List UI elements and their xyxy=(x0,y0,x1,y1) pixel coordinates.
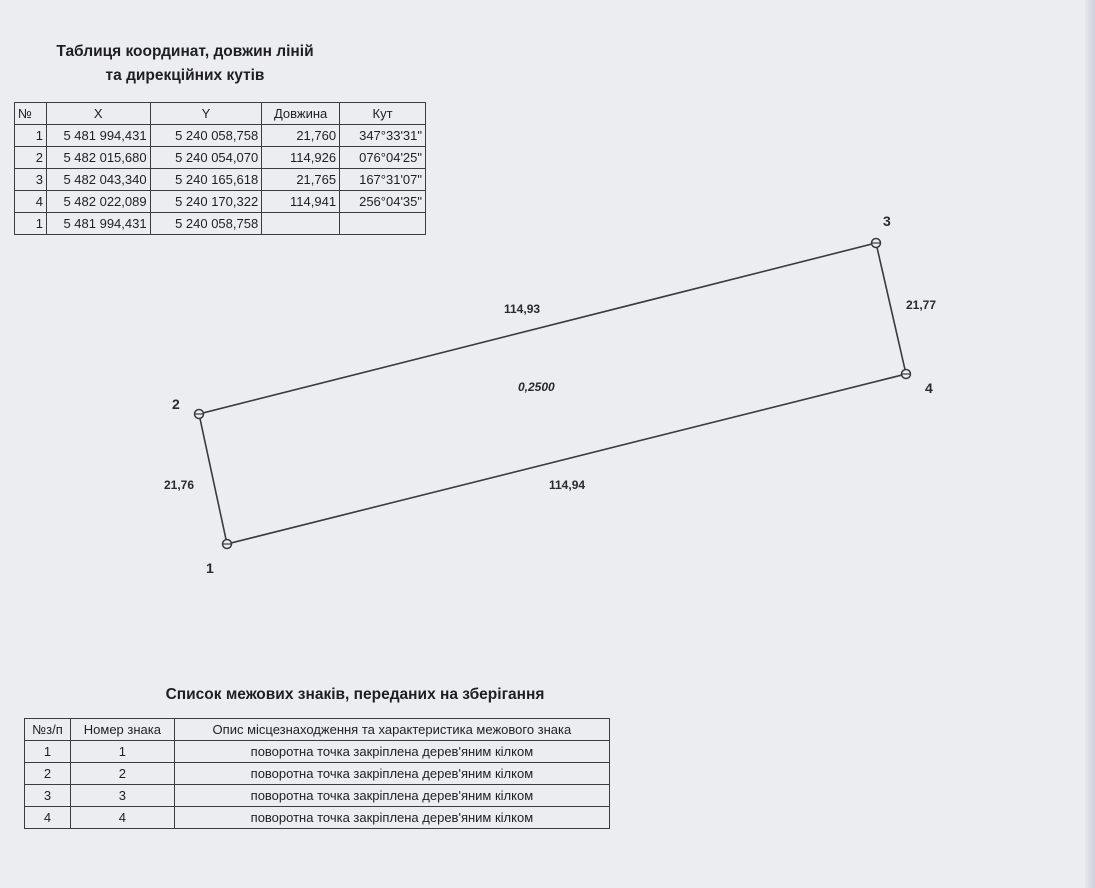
side-length-1-2: 21,76 xyxy=(164,478,195,492)
cell-y: 5 240 170,322 xyxy=(150,191,262,213)
header-length: Довжина xyxy=(262,103,340,125)
cell-x: 5 482 022,089 xyxy=(46,191,150,213)
header-angle: Кут xyxy=(340,103,426,125)
cell-serial: 3 xyxy=(25,785,71,807)
cell-serial: 2 xyxy=(25,763,71,785)
cell-angle: 347°33'31" xyxy=(340,125,426,147)
cell-description: поворотна точка закріплена дерев'яним кілком xyxy=(174,741,609,763)
cell-description: поворотна точка закріплена дерев'яним кілком xyxy=(174,807,609,829)
table-row xyxy=(25,763,610,785)
cell-x: 5 481 994,431 xyxy=(46,213,150,235)
cell-y: 5 240 058,758 xyxy=(150,213,262,235)
cell-length: 21,760 xyxy=(262,125,340,147)
marks-header-row xyxy=(25,719,610,741)
cell-y: 5 240 058,758 xyxy=(150,125,262,147)
cell-mark-number: 1 xyxy=(70,741,174,763)
boundary-point-4 xyxy=(902,370,911,379)
cell-mark-number: 2 xyxy=(70,763,174,785)
point-label-3: 3 xyxy=(883,213,891,229)
cell-serial: 4 xyxy=(25,807,71,829)
marks-table-title: Список межових знаків, переданих на зберігання xyxy=(165,686,545,703)
cell-mark-number: 4 xyxy=(70,807,174,829)
cell-angle: 076°04'25" xyxy=(340,147,426,169)
cell-length: 114,926 xyxy=(262,147,340,169)
cell-x: 5 482 015,680 xyxy=(46,147,150,169)
table-row xyxy=(25,807,610,829)
header-mark-number: Номер знака xyxy=(70,719,174,741)
cell-number: 1 xyxy=(15,213,47,235)
boundary-point-3 xyxy=(872,239,881,248)
header-number: № xyxy=(15,103,47,125)
boundary-point-1 xyxy=(223,540,232,549)
cell-serial: 1 xyxy=(25,741,71,763)
cell-number: 3 xyxy=(15,169,47,191)
plot-area-value: 0,2500 xyxy=(518,380,555,394)
cell-length: 114,941 xyxy=(262,191,340,213)
cell-x: 5 481 994,431 xyxy=(46,125,150,147)
side-length-3-4: 21,77 xyxy=(906,298,937,312)
point-label-1: 1 xyxy=(206,560,214,576)
cell-number: 4 xyxy=(15,191,47,213)
coordinates-title-line2: та дирекційних кутів xyxy=(105,67,265,84)
header-serial: №з/п xyxy=(25,719,71,741)
coordinates-title-line1: Таблиця координат, довжин ліній xyxy=(56,43,314,60)
cell-x: 5 482 043,340 xyxy=(46,169,150,191)
cell-angle: 256°04'35" xyxy=(340,191,426,213)
side-length-2-3: 114,93 xyxy=(504,302,541,316)
cell-mark-number: 3 xyxy=(70,785,174,807)
cell-number: 2 xyxy=(15,147,47,169)
header-x: X xyxy=(46,103,150,125)
cell-y: 5 240 054,070 xyxy=(150,147,262,169)
side-length-4-1: 114,94 xyxy=(549,478,586,492)
point-label-4: 4 xyxy=(925,380,933,396)
point-label-2: 2 xyxy=(172,396,180,412)
header-description: Опис місцезнаходження та характеристика межового знака xyxy=(174,719,609,741)
cell-length: 21,765 xyxy=(262,169,340,191)
table-row xyxy=(25,741,610,763)
cell-number: 1 xyxy=(15,125,47,147)
boundary-marks-table xyxy=(24,718,610,829)
cell-description: поворотна точка закріплена дерев'яним кілком xyxy=(174,763,609,785)
cell-y: 5 240 165,618 xyxy=(150,169,262,191)
cell-angle: 167°31'07" xyxy=(340,169,426,191)
cell-description: поворотна точка закріплена дерев'яним кілком xyxy=(174,785,609,807)
header-y: Y xyxy=(150,103,262,125)
table-row xyxy=(25,785,610,807)
boundary-point-2 xyxy=(195,410,204,419)
